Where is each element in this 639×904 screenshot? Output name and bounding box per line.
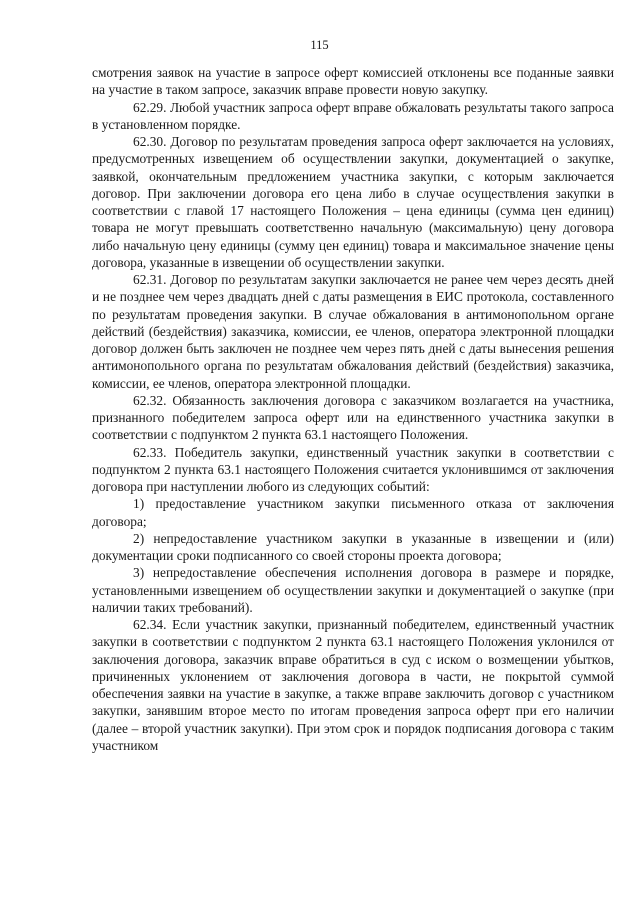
paragraph-62-33: 62.33. Победитель закупки, единственный участник закупки в соответствии с подпунктом 2 пункта 63.1 настоящего Положения считается уклонившимся от заключения договора при наступлении любого из следующих событий: — [92, 444, 614, 494]
document-body — [92, 64, 614, 754]
page-number: 115 — [310, 38, 329, 52]
paragraph-62-32: 62.32. Обязанность заключения договора с заказчиком возлагается на участника, признанного победителем запроса оферт или на единственного участника закупки в соответствии с подпунктом 2 пункта 63.1 настоящего Положения. — [92, 392, 614, 443]
list-item-1: 1) предоставление участником закупки письменного отказа от заключения договора; — [92, 496, 614, 529]
paragraph-continuation: смотрения заявок на участие в запросе оферт комиссией отклонены все поданные заявки на участие в таком запросе, заказчик вправе провести новую закупку. — [92, 65, 614, 98]
paragraph-62-34: 62.34. Если участник закупки, признанный победителем, единственный участник закупки в соответствии с подпунктом 2 пункта 63.1 настоящего Положения уклонился от заключения договора, заказчик вправе обратиться в суд с иском о возмещении убытков, причиненных уклонением от заключения договора в части, не покрытой суммой обеспечения заявки на участие в закупке, а также вправе заключить договор с участником закупки, занявшим второе место по итогам проведения запроса оферт при его наличии (далее – второй участник закупки). При этом срок и порядок подписания договора с таким участником — [92, 617, 614, 753]
paragraph-62-30: 62.30. Договор по результатам проведения запроса оферт заключается на условиях, предусмотренных извещением об осуществлении закупки, документацией о закупке, заявкой, окончательным предложением участника закупки, с которым заключается договор. При заключении договора его цена либо в случае осуществления закупки в соответствии с главой 17 настоящего Положения – цена единицы (сумма цен единиц) товара не могут превышать соответственно начальную (максимальную) цену договора либо начальную цену единицы (сумму цен единиц) товара и максимальное значение цены договора, указанные в извещении об осуществлении закупки. — [92, 134, 614, 270]
paragraph-62-31: 62.31. Договор по результатам закупки заключается не ранее чем через десять дней и не позднее чем через двадцать дней с даты размещения в ЕИС протокола, составленного по результатам проведения закупки. В случае обжалования в антимонопольном органе действий (бездействия) заказчика, комиссии, ее членов, оператора электронной площадки договор должен быть заключен не позднее чем через пять дней с даты вынесения решения антимонопольного органа по результатам обжалования действий (бездействия) заказчика, комиссии, ее членов, оператора электронной площадки. — [92, 272, 614, 391]
paragraph-62-29: 62.29. Любой участник запроса оферт вправе обжаловать результаты такого запроса в установленном порядке. — [92, 99, 614, 132]
list-item-2: 2) непредоставление участником закупки в указанные в извещении и (или) документации сроки подписанного со своей стороны проекта договора; — [92, 530, 614, 563]
list-item-3: 3) непредоставление обеспечения исполнения договора в размере и порядке, установленными извещением об осуществлении закупки и документацией о закупке (при наличии таких требований). — [92, 565, 614, 615]
